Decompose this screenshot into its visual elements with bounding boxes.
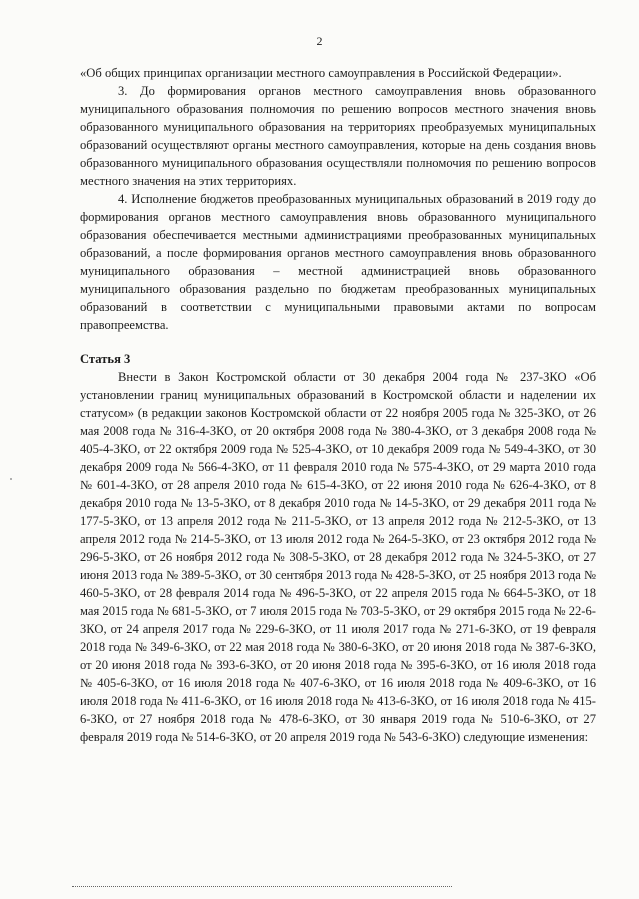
- paragraph-item-3: 3. До формирования органов местного самоуправления вновь образованного муниципального образования полномочия по решению вопросов местного значения вновь образованного муниципального образования на территориях преобразуемых муниципальных образований осуществляют органы местного самоуправления, которые на день создания вновь образованного муниципального образования осуществляли полномочия по решению вопросов местного значения на этих территориях.: [80, 84, 596, 188]
- document-body: [80, 64, 596, 746]
- paragraph-item-4: 4. Исполнение бюджетов преобразованных муниципальных образований в 2019 году до формирования органов местного самоуправления вновь образованного муниципального образования обеспечивается местными администрациями преобразованных муниципальных образований, а после формирования органов местного самоуправления вновь образованного муниципального образования – местной администрацией вновь образованного муниципального образования раздельно по бюджетам преобразованных муниципальных образований в соответствии с муниципальными правовыми актами по вопросам правопреемства.: [80, 192, 596, 332]
- article-heading: Статья 3: [80, 352, 131, 366]
- scan-artifact: [10, 478, 12, 480]
- article-text: Внести в Закон Костромской области от 30 декабря 2004 года № 237-ЗКО «Об установлении границ муниципальных образований в Костромской области и наделении их статусом» (в редакции законов Костромской области от 22 ноября 2005 года № 325-ЗКО, от 26 мая 2008 года № 316-4-ЗКО, от 20 октября 2008 года № 380-4-ЗКО, от 3 декабря 2008 года № 405-4-ЗКО, от 22 октября 2009 года № 525-4-ЗКО, от 10 декабря 2009 года № 549-4-ЗКО, от 30 декабря 2009 года № 566-4-ЗКО, от 11 февраля 2010 года № 575-4-ЗКО, от 29 марта 2010 года № 601-4-ЗКО, от 28 апреля 2010 года № 615-4-ЗКО, от 22 июня 2010 года № 626-4-ЗКО, от 8 декабря 2010 года № 13-5-ЗКО, от 8 декабря 2010 года № 14-5-ЗКО, от 29 декабря 2011 года № 177-5-ЗКО, от 13 апреля 2012 года № 211-5-ЗКО, от 13 апреля 2012 года № 212-5-ЗКО, от 13 апреля 2012 года № 214-5-ЗКО, от 13 июля 2012 года № 264-5-ЗКО, от 23 октября 2012 года № 296-5-ЗКО, от 26 ноября 2012 года № 308-5-ЗКО, от 28 декабря 2012 года № 324-5-ЗКО, от 27 июня 2013 года № 389-5-ЗКО, от 30 сентября 2013 года № 428-5-ЗКО, от 25 ноября 2013 года № 460-5-ЗКО, от 28 февраля 2014 года № 496-5-ЗКО, от 22 апреля 2015 года № 664-5-ЗКО, от 18 мая 2015 года № 681-5-ЗКО, от 7 июля 2015 года № 703-5-ЗКО, от 29 октября 2015 года № 22-6-ЗКО, от 24 апреля 2017 года № 229-6-ЗКО, от 11 июля 2017 года № 271-6-ЗКО, от 19 февраля 2018 года № 349-6-ЗКО, от 22 мая 2018 года № 380-6-ЗКО, от 20 июня 2018 года № 387-6-ЗКО, от 20 июня 2018 года № 393-6-ЗКО, от 20 июня 2018 года № 395-6-ЗКО, от 16 июля 2018 года № 405-6-ЗКО, от 16 июля 2018 года № 407-6-ЗКО, от 16 июля 2018 года № 409-6-ЗКО, от 16 июля 2018 года № 411-6-ЗКО, от 16 июля 2018 года № 413-6-ЗКО, от 16 июля 2018 года № 415-6-ЗКО, от 27 ноября 2018 года № 478-6-ЗКО, от 30 января 2019 года № 510-6-ЗКО, от 27 февраля 2019 года № 514-6-ЗКО, от 20 апреля 2019 года № 543-6-ЗКО) следующие изменения:: [80, 370, 596, 744]
- paragraph-continuation: «Об общих принципах организации местного самоуправления в Российской Федерации».: [80, 66, 562, 80]
- cut-off-line: [72, 886, 452, 890]
- page-number: 2: [316, 34, 323, 48]
